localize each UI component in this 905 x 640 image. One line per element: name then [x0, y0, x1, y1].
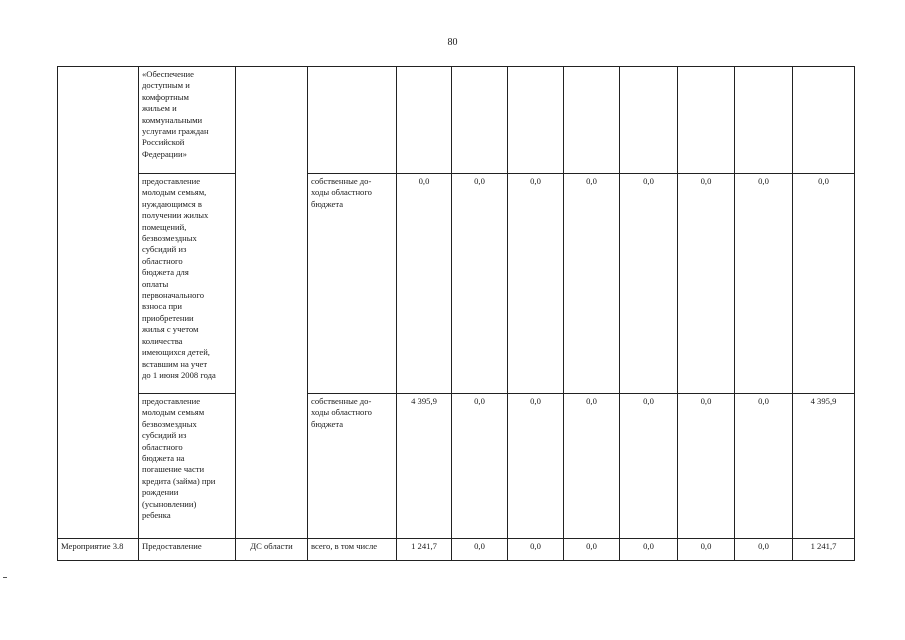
value-cell: 0,0	[678, 174, 735, 394]
executor-cell: ДС области	[236, 539, 308, 561]
value-cell: 4 395,9	[793, 394, 855, 539]
value-cell: 0,0	[678, 539, 735, 561]
value-cell	[620, 67, 678, 174]
value-cell: 0,0	[452, 394, 508, 539]
value-cell: 0,0	[735, 174, 793, 394]
page-number: 80	[447, 37, 458, 48]
value-cell	[452, 67, 508, 174]
table-row	[58, 394, 855, 539]
funding-source-cell	[308, 67, 397, 174]
value-cell: 0,0	[620, 394, 678, 539]
value-cell: 1 241,7	[397, 539, 452, 561]
executor-cell	[236, 67, 308, 539]
table-row	[58, 67, 855, 174]
value-cell: 0,0	[620, 539, 678, 561]
value-cell: 0,0	[678, 394, 735, 539]
value-cell: 0,0	[508, 394, 564, 539]
value-cell: 0,0	[620, 174, 678, 394]
value-cell	[564, 67, 620, 174]
measure-cell	[58, 67, 139, 539]
table-row	[58, 539, 855, 561]
value-cell: 0,0	[452, 174, 508, 394]
value-cell: 4 395,9	[397, 394, 452, 539]
program-name-cell: предоставление молодым семьям безвозмездных субсидий из областного бюджета на погашение части кредита (займа) при рождении (усыновлении) ребенка	[139, 394, 236, 539]
scan-edge-mark	[3, 577, 7, 578]
value-cell	[508, 67, 564, 174]
value-cell	[678, 67, 735, 174]
value-cell: 0,0	[564, 174, 620, 394]
measure-cell: Мероприятие 3.8	[58, 539, 139, 561]
value-cell	[793, 67, 855, 174]
program-name-cell: «Обеспечение доступным и комфортным жильем и коммунальными услугами граждан Российской Федерации»	[139, 67, 236, 174]
budget-table	[57, 66, 855, 561]
value-cell: 0,0	[508, 539, 564, 561]
program-name-cell: Предоставление	[139, 539, 236, 561]
value-cell: 0,0	[508, 174, 564, 394]
value-cell: 0,0	[793, 174, 855, 394]
value-cell: 0,0	[564, 539, 620, 561]
funding-source-cell: собственные до- ходы областного бюджета	[308, 174, 397, 394]
value-cell: 0,0	[735, 394, 793, 539]
program-name-cell: предоставление молодым семьям, нуждающимся в получении жилых помещений, безвозмездных субсидий из областного бюджета для оплаты первоначального взноса при приобретении жилья с учетом количества имеющихся детей, вставшим на учет до 1 июня 2008 года	[139, 174, 236, 394]
value-cell: 0,0	[735, 539, 793, 561]
table-row	[58, 174, 855, 394]
value-cell: 0,0	[452, 539, 508, 561]
value-cell: 1 241,7	[793, 539, 855, 561]
value-cell	[397, 67, 452, 174]
value-cell: 0,0	[397, 174, 452, 394]
funding-source-cell: всего, в том числе	[308, 539, 397, 561]
value-cell: 0,0	[564, 394, 620, 539]
funding-source-cell: собственные до- ходы областного бюджета	[308, 394, 397, 539]
value-cell	[735, 67, 793, 174]
